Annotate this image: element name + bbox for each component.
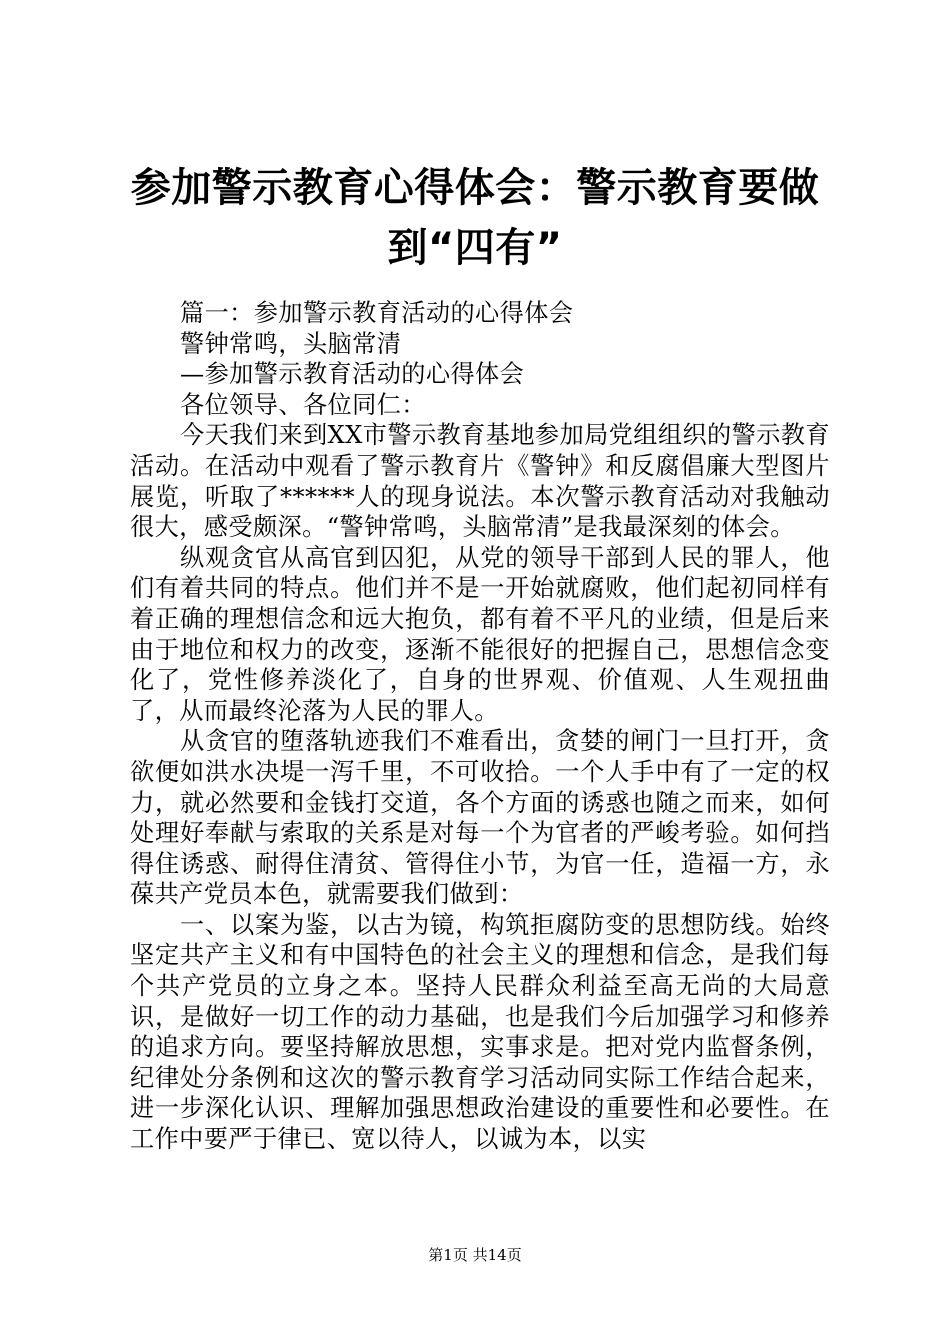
paragraph: 篇一：参加警示教育活动的心得体会 bbox=[180, 299, 574, 327]
page-footer: 第1页 共14页 bbox=[428, 1246, 522, 1264]
paragraph: 从贪官的堕落轨迹我们不难看出，贪婪的闸门一旦打开，贪欲便如洪水决堤一泻千里，不可收拾。一个人手中有了一定的权力，就必然要和金钱打交道，各个方面的诱惑也随之而来，如何处理好奉献与索取的关系是对每一个为官者的严峻考验。如何挡得住诱惑、耐得住清贫、管得住小节，为官一任，造福一方，永葆共产党员本色，就需要我们做到： bbox=[130, 727, 830, 909]
paragraph: 今天我们来到XX市警示教育基地参加局党组组织的警示教育活动。在活动中观看了警示教育片《警钟》和反腐倡廉大型图片展览，听取了******人的现身说法。本次警示教育活动对我触动很大，感受颇深。“警钟常鸣，头脑常清”是我最深刻的体会。 bbox=[130, 421, 830, 542]
document-title: 参加警示教育心得体会：警示教育要做到“四有” bbox=[130, 165, 820, 271]
paragraph: —参加警示教育活动的心得体会 bbox=[180, 360, 525, 389]
paragraph: 各位领导、各位同仁： bbox=[180, 390, 426, 419]
paragraph: 一、以案为鉴，以古为镜，构筑拒腐防变的思想防线。始终坚定共产主义和有中国特色的社会主义的理想和信念，是我们每个共产党员的立身之本。坚持人民群众利益至高无尚的大局意识，是做好一切工作的动力基础，也是我们今后加强学习和修养的追求方向。要坚持解放思想，实事求是。把对党内监督条例，纪律处分条例和这次的警示教育学习活动同实际工作结合起来，进一步深化认识、理解加强思想政治建设的重要性和必要性。在工作中要严于律已、宽以待人，以诚为本，以实 bbox=[130, 910, 830, 1154]
paragraph: 警钟常鸣，头脑常清 bbox=[180, 329, 402, 358]
document-body bbox=[130, 298, 830, 1155]
paragraph: 纵观贪官从高官到囚犯，从党的领导干部到人民的罪人，他们有着共同的特点。他们并不是一开始就腐败，他们起初同样有着正确的理想信念和远大抱负，都有着不平凡的业绩，但是后来由于地位和权力的改变，逐渐不能很好的把握自己，思想信念变化了，党性修养淡化了，自身的世界观、价值观、人生观扭曲了，从而最终沦落为人民的罪人。 bbox=[130, 543, 830, 725]
